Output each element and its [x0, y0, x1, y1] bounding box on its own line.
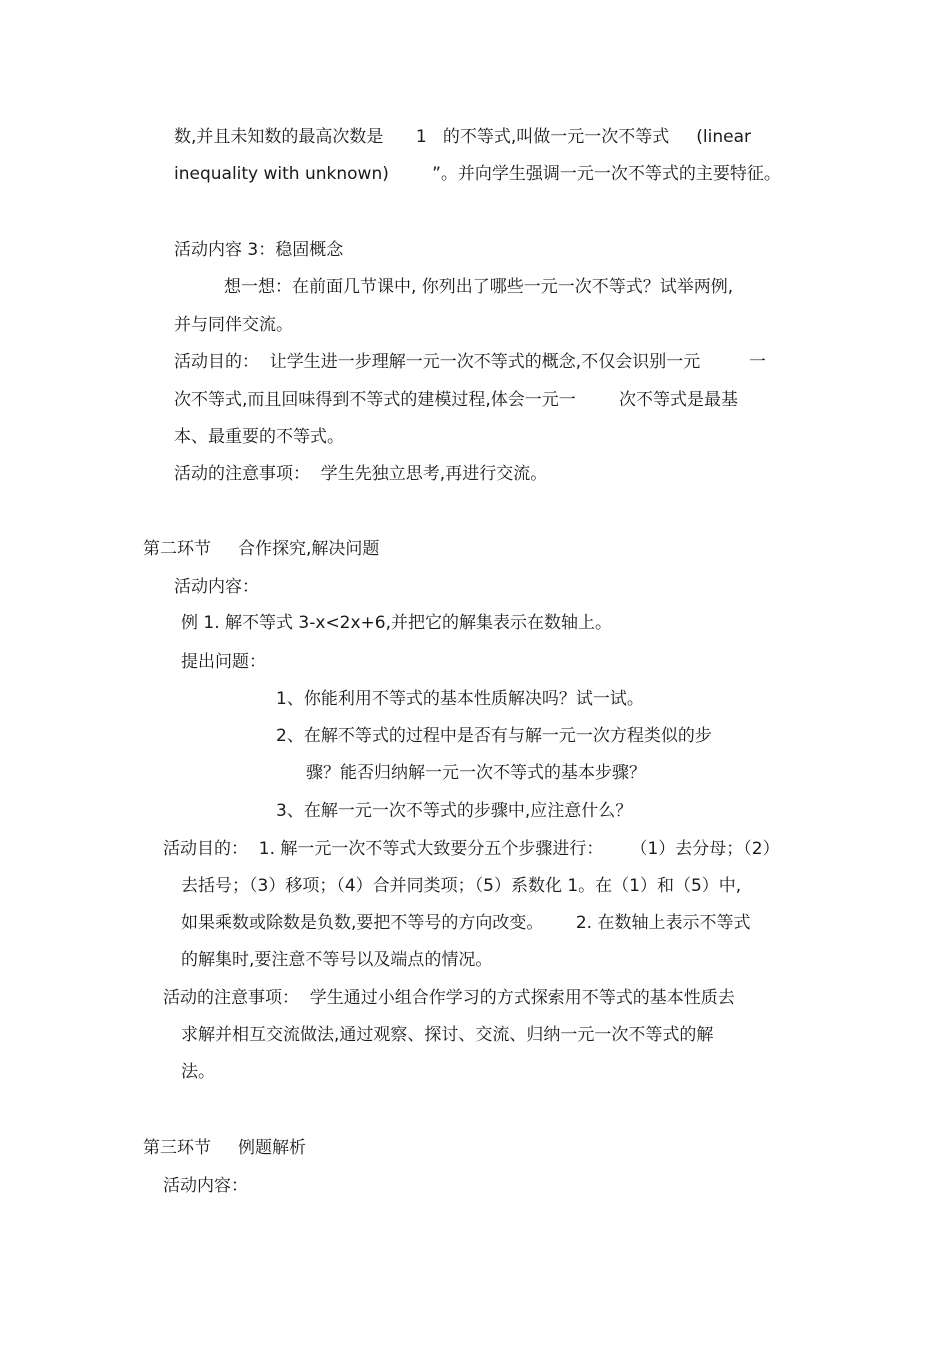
section-heading: 第三环节 例题解析 — [143, 1138, 307, 1158]
paragraph-line: 本、最重要的不等式。 — [174, 427, 344, 447]
paragraph-line: 活动内容： — [174, 577, 259, 597]
question-item: 2、在解不等式的过程中是否有与解一元一次方程类似的步 — [276, 726, 712, 746]
paragraph-line: 的解集时,要注意不等号以及端点的情况。 — [181, 950, 493, 970]
paragraph-line: 提出问题： — [181, 652, 266, 672]
paragraph-line: 活动的注意事项： 学生通过小组合作学习的方式探索用不等式的基本性质去 — [163, 988, 735, 1008]
question-item-continuation: 骤？能否归纳解一元一次不等式的基本步骤？ — [306, 763, 646, 783]
paragraph-line: inequality with unknown) ”。并向学生强调一元一次不等式的主要特征。 — [174, 164, 781, 184]
paragraph-line: 活动目的： 1. 解一元一次不等式大致要分五个步骤进行： （1）去分母；（2） — [163, 839, 780, 859]
paragraph-line: 活动内容： — [163, 1176, 248, 1196]
paragraph-line: 次不等式,而且回味得到不等式的建模过程,体会一元一 次不等式是最基 — [174, 390, 739, 410]
activity-heading: 活动内容 3：稳固概念 — [174, 240, 344, 260]
question-item: 1、你能利用不等式的基本性质解决吗？试一试。 — [276, 689, 644, 709]
paragraph-line: 数,并且未知数的最高次数是 1 的不等式,叫做一元一次不等式 (linear — [174, 127, 751, 147]
paragraph-line: 去括号；（3）移项；（4）合并同类项；（5）系数化 1。在（1）和（5）中, — [181, 876, 742, 896]
paragraph-line: 想一想：在前面几节课中, 你列出了哪些一元一次不等式？试举两例, — [224, 277, 734, 297]
paragraph-line: 如果乘数或除数是负数,要把不等号的方向改变。 2. 在数轴上表示不等式 — [181, 913, 751, 933]
question-item: 3、在解一元一次不等式的步骤中,应注意什么？ — [276, 801, 633, 821]
paragraph-line: 法。 — [181, 1062, 215, 1082]
section-heading: 第二环节 合作探究,解决问题 — [143, 539, 380, 559]
paragraph-line: 活动目的： 让学生进一步理解一元一次不等式的概念,不仅会识别一元 一 — [174, 352, 766, 372]
paragraph-line: 活动的注意事项： 学生先独立思考,再进行交流。 — [174, 464, 548, 484]
paragraph-line: 求解并相互交流做法,通过观察、探讨、交流、归纳一元一次不等式的解 — [181, 1025, 714, 1045]
paragraph-line: 并与同伴交流。 — [174, 315, 293, 335]
example-line: 例 1. 解不等式 3-x<2x+6,并把它的解集表示在数轴上。 — [181, 613, 613, 633]
